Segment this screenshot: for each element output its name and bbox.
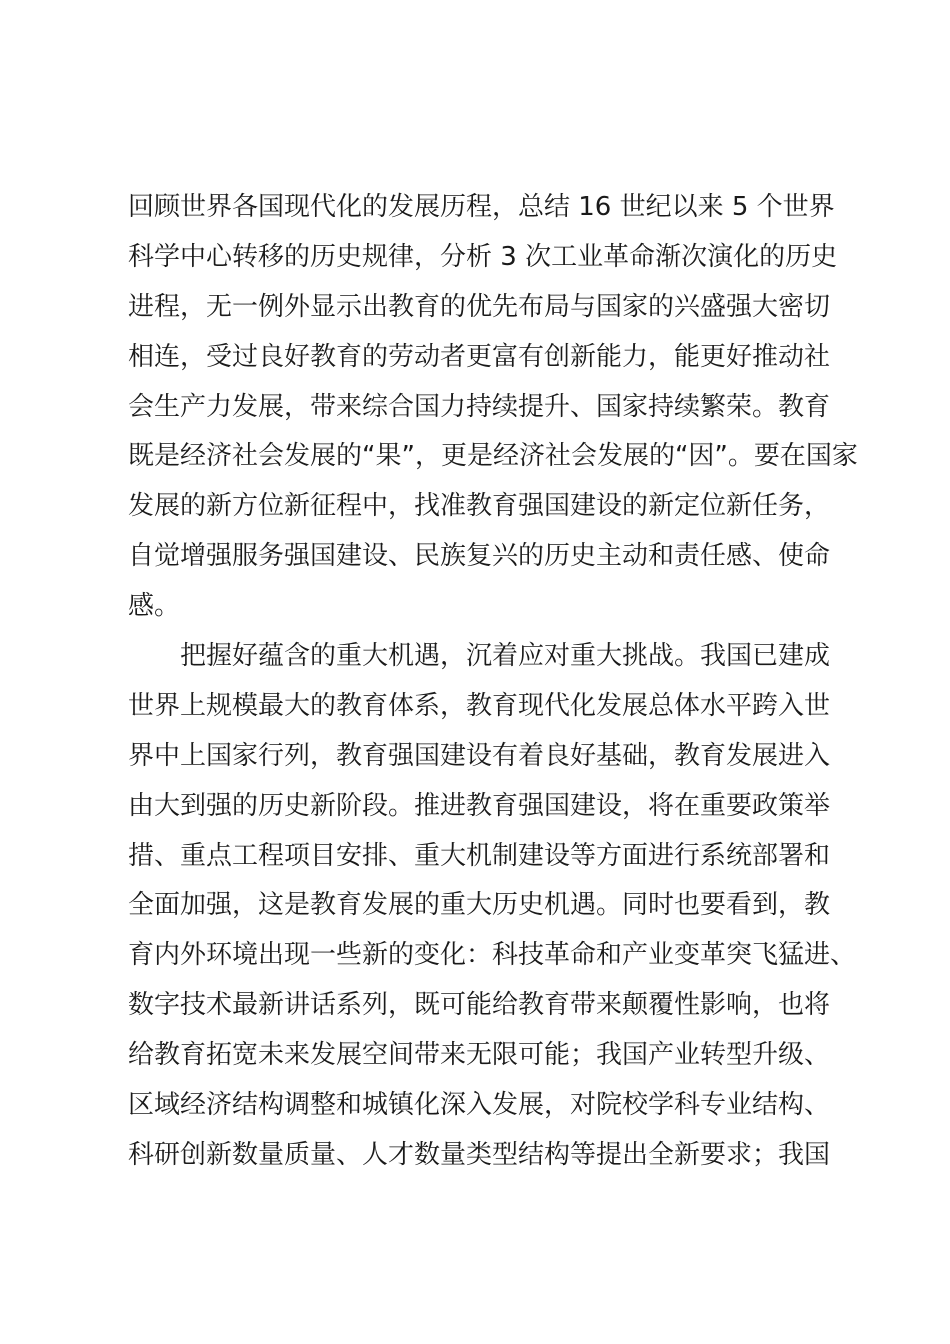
- text-line: 育内外环境出现一些新的变化：科技革命和产业变革突飞猛进、: [128, 940, 857, 971]
- paragraph-2: [128, 632, 857, 1181]
- text-line: 发展的新方位新征程中，找准教育强国建设的新定位新任务，: [128, 491, 831, 522]
- text-line: 把握好蕴含的重大机遇，沉着应对重大挑战。我国已建成: [180, 641, 831, 672]
- body-text: [128, 183, 858, 1181]
- text-line: 相连，受过良好教育的劳动者更富有创新能力，能更好推动社: [128, 341, 831, 372]
- text-line: 区域经济结构调整和城镇化深入发展，对院校学科专业结构、: [128, 1090, 831, 1121]
- text-line: 措、重点工程项目安排、重大机制建设等方面进行系统部署和: [128, 840, 831, 871]
- text-line: 界中上国家行列，教育强国建设有着良好基础，教育发展进入: [128, 740, 831, 771]
- text-line: 世界上规模最大的教育体系，教育现代化发展总体水平跨入世: [128, 690, 831, 721]
- text-line: 全面加强，这是教育发展的重大历史机遇。同时也要看到，教: [128, 890, 831, 921]
- paragraph-1: [128, 183, 858, 632]
- text-line: 回顾世界各国现代化的发展历程，总结 16 世纪以来 5 个世界: [128, 192, 835, 222]
- text-line: 由大到强的历史新阶段。推进教育强国建设，将在重要政策举: [128, 790, 831, 821]
- text-line: 自觉增强服务强国建设、民族复兴的历史主动和责任感、使命: [128, 541, 831, 572]
- text-line: 感。: [128, 591, 181, 622]
- text-line: 科学中心转移的历史规律，分析 3 次工业革命渐次演化的历史: [128, 241, 838, 272]
- text-line: 会生产力发展，带来综合国力持续提升、国家持续繁荣。教育: [128, 391, 831, 422]
- text-line: 数字技术最新讲话系列，既可能给教育带来颠覆性影响，也将: [128, 990, 831, 1021]
- text-line: 科研创新数量质量、人才数量类型结构等提出全新要求；我国: [128, 1139, 831, 1170]
- text-line: 给教育拓宽未来发展空间带来无限可能；我国产业转型升级、: [128, 1040, 831, 1071]
- text-line: 进程，无一例外显示出教育的优先布局与国家的兴盛强大密切: [128, 291, 831, 322]
- text-line: 既是经济社会发展的“果”，更是经济社会发展的“因”。要在国家: [128, 441, 858, 472]
